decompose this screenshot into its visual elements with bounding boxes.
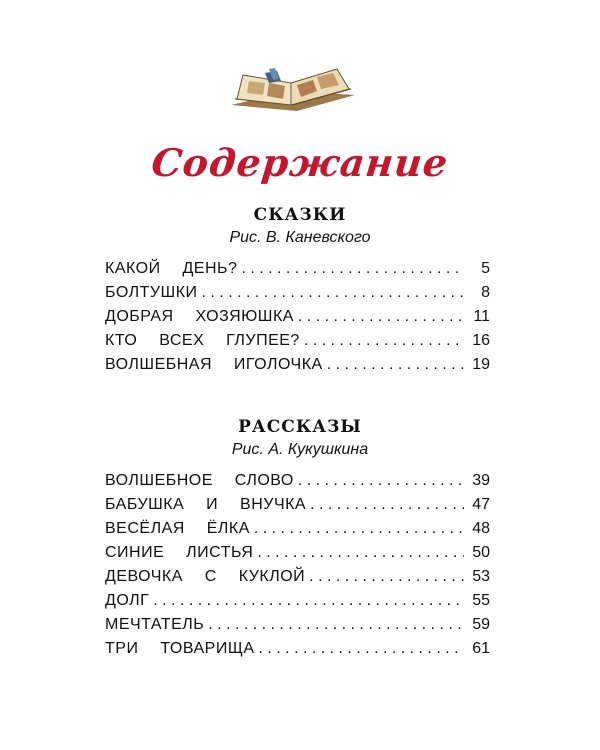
illustrator-credit: Рис. В. Каневского [229, 229, 371, 246]
toc-entry[interactable] [105, 565, 490, 589]
toc-list [105, 469, 490, 661]
dot-leader [309, 565, 464, 589]
section-heading: РАССКАЗЫ [238, 417, 362, 437]
dot-leader [208, 613, 464, 637]
toc-entry[interactable] [105, 329, 490, 353]
illustrator-credit: Рис. А. Кукушкина [231, 441, 369, 458]
dot-leader [298, 305, 464, 329]
dot-leader [241, 257, 464, 281]
dot-leader [202, 281, 464, 305]
section-heading: СКАЗКИ [253, 205, 347, 225]
toc-entry-page: 16 [472, 332, 490, 349]
toc-entry-title: МЕЧТАТЕЛЬ [105, 616, 205, 633]
toc-entry-title: СИНИЕ ЛИСТЬЯ [105, 544, 254, 561]
open-book-illustration [225, 55, 360, 115]
dot-leader [257, 541, 464, 565]
page-title: Содержание [149, 140, 451, 185]
toc-entry[interactable] [105, 305, 490, 329]
toc-entry-title: КАКОЙ ДЕНЬ? [105, 260, 238, 277]
toc-entry-page: 59 [472, 616, 490, 633]
toc-entry-page: 50 [472, 544, 490, 561]
toc-list [105, 257, 490, 377]
toc-entry[interactable] [105, 493, 490, 517]
toc-entry-title: ДЕВОЧКА С КУКЛОЙ [105, 568, 306, 585]
dot-leader [304, 329, 464, 353]
section-fairy-tales [0, 203, 600, 377]
toc-entry-page: 8 [481, 284, 490, 301]
toc-entry-title: ДОБРАЯ ХОЗЯЮШКА [105, 308, 294, 325]
dot-leader [259, 637, 465, 661]
toc-entry-title: ВОЛШЕБНОЕ СЛОВО [105, 472, 294, 489]
toc-entry-page: 19 [472, 356, 490, 373]
dot-leader [310, 493, 464, 517]
dot-leader [327, 353, 464, 377]
toc-entry[interactable] [105, 589, 490, 613]
toc-entry-page: 53 [472, 568, 490, 585]
toc-entry-title: КТО ВСЕХ ГЛУПЕЕ? [105, 332, 300, 349]
toc-entry-page: 48 [472, 520, 490, 537]
toc-entry-page: 47 [472, 496, 490, 513]
toc-entry-page: 39 [472, 472, 490, 489]
toc-entry[interactable] [105, 637, 490, 661]
toc-entry[interactable] [105, 541, 490, 565]
toc-entry[interactable] [105, 257, 490, 281]
toc-entry-title: ДОЛГ [105, 592, 150, 609]
toc-entry-title: ТРИ ТОВАРИЩА [105, 640, 255, 657]
toc-entry-title: ВЕСЁЛАЯ ЁЛКА [105, 520, 250, 537]
toc-entry[interactable] [105, 469, 490, 493]
toc-entry[interactable] [105, 281, 490, 305]
toc-entry-title: БОЛТУШКИ [105, 284, 198, 301]
toc-entry-page: 61 [472, 640, 490, 657]
toc-entry-title: ВОЛШЕБНАЯ ИГОЛОЧКА [105, 356, 323, 373]
toc-entry[interactable] [105, 613, 490, 637]
toc-entry-page: 55 [472, 592, 490, 609]
dot-leader [254, 517, 464, 541]
toc-entry-page: 11 [473, 308, 490, 325]
toc-entry[interactable] [105, 517, 490, 541]
toc-entry-title: БАБУШКА И ВНУЧКА [105, 496, 307, 513]
toc-entry[interactable] [105, 353, 490, 377]
section-stories [0, 415, 600, 661]
dot-leader [298, 469, 464, 493]
dot-leader [153, 589, 464, 613]
toc-entry-page: 5 [481, 260, 490, 277]
